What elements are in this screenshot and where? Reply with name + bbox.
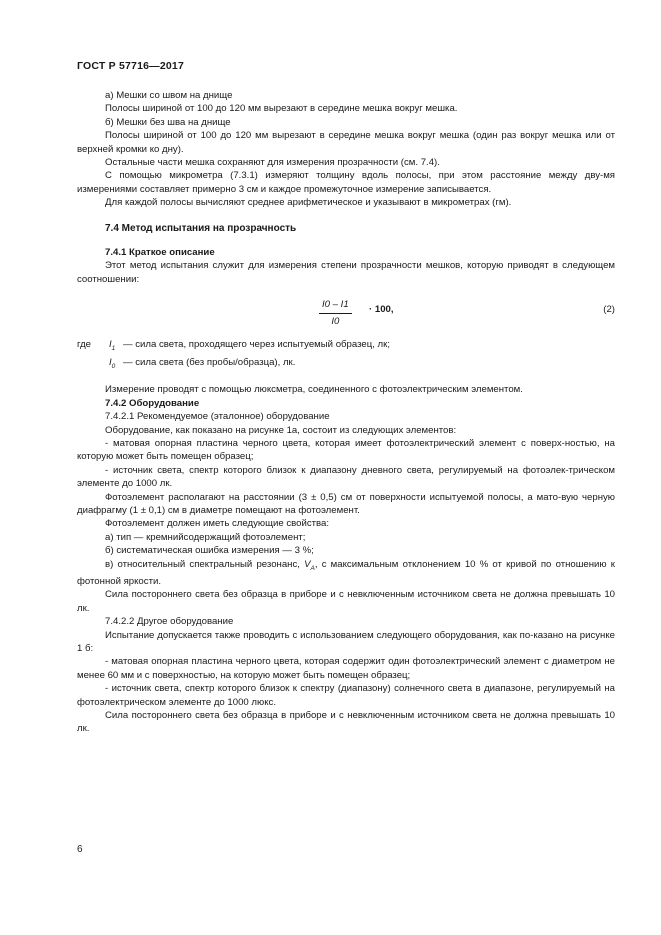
paragraph: Испытание допускается также проводить с использованием следующего оборудования, как по-казано на рисунке 1 б: <box>77 629 615 654</box>
formula-fraction <box>319 298 352 328</box>
list-item: - источник света, спектр которого близок к диапазону дневного света, регулируемый на фотоэлек-трическом элементе до 1000 лк. <box>77 464 615 490</box>
formula <box>77 296 615 332</box>
paragraph: Остальные части мешка сохраняют для измерения прозрачности (см. 7.4). <box>105 157 440 169</box>
paragraph: б) Мешки без шва на днище <box>105 116 231 128</box>
list-item: а) тип — кремнийсодержащий фотоэлемент; <box>105 531 306 543</box>
formula-denominator: I0 <box>331 315 340 327</box>
paragraph: Полосы шириной от 100 до 120 мм вырезают в середине мешка вокруг мешка. <box>105 103 458 115</box>
paragraph: С помощью микрометра (7.3.1) измеряют толщину вдоль полосы, при этом расстояние между дву-мя измерениями составляет примерно 3 см и каждое промежуточное измерение записывается. <box>77 170 615 195</box>
list-item: - матовая опорная пластина черного цвета, которая имеет фотоэлектрический элемент с поверх-ностью, на которую может быть помещен образец; <box>77 437 615 463</box>
paragraph: Оборудование, как показано на рисунке 1а, состоит из следующих элементов: <box>105 424 457 436</box>
symbol: $I_0$ <box>109 357 116 371</box>
list-item: б) систематическая ошибка измерения — 3 %; <box>105 545 314 557</box>
subsection-heading: 7.4.1 Краткое описание <box>105 247 215 259</box>
standard-header: ГОСТ Р 57716—2017 <box>77 60 185 72</box>
symbol-description: — сила света (без пробы/образца), лк. <box>123 357 296 369</box>
symbol-description: — сила света, проходящего через испытуемый образец, лк; <box>123 339 390 351</box>
list-item: в) относительный спектральный резонанс, $V_A$, с максимальным отклонением 10 % от кривой по отношению к фотонной яркости. <box>77 558 615 587</box>
formula-multiplier: · 100, <box>369 304 394 316</box>
paragraph: Полосы шириной от 100 до 120 мм вырезают в середине мешка вокруг мешка (один раз вокруг мешка или от верхней кромки ко дну). <box>77 130 615 155</box>
paragraph: Фотоэлемент должен иметь следующие свойства: <box>105 518 330 530</box>
paragraph: 7.4.2.2 Другое оборудование <box>105 616 234 628</box>
paragraph: а) Мешки со швом на днище <box>105 90 233 101</box>
paragraph: Сила постороннего света без образца в приборе и с невключенным источником света не должна превышать 10 лк. <box>77 589 615 614</box>
paragraph: Фотоэлемент располагают на расстоянии (3 ± 0,5) см от поверхности испытуемой полосы, а мато-вую черную диафрагму (1 ± 0,1) см в диаметре помещают на фотоэлемент. <box>77 491 615 516</box>
paragraph: Измерение проводят с помощью люксметра, соединенного с фотоэлектрическим элементом. <box>105 384 523 396</box>
paragraph: Для каждой полосы вычисляют среднее арифметическое и указывают в микрометрах (гм). <box>105 197 512 209</box>
symbol: $I_1$ <box>109 339 116 353</box>
formula-number: (2) <box>603 304 615 316</box>
where-line-1 <box>77 338 615 352</box>
paragraph: 7.4.2.1 Рекомендуемое (эталонное) оборудование <box>105 411 330 423</box>
formula-numerator: I0 – I1 <box>319 298 352 313</box>
list-item: - источник света, спектр которого близок к спектру (диапазону) солнечного света в диапазоне, регулируемый на фотоэлектрическом элементе до 1000 люкс. <box>77 683 615 708</box>
section-heading: 7.4 Метод испытания на прозрачность <box>105 222 297 234</box>
page-number: 6 <box>77 844 83 855</box>
where-line-2 <box>77 356 615 370</box>
where-label: где <box>77 339 92 351</box>
paragraph: Сила постороннего света без образца в приборе и с невключенным источником света не должна превышать 10 лк. <box>77 709 615 735</box>
document-body <box>77 89 615 736</box>
paragraph: Этот метод испытания служит для измерения степени прозрачности мешков, которую приводят в следующем соотношении: <box>77 260 615 285</box>
subsection-heading: 7.4.2 Оборудование <box>105 397 200 409</box>
list-item: - матовая опорная пластина черного цвета, которая содержит один фотоэлектрический элемент с диаметром не менее 60 мм и с поверхностью, на которую может быть помещен образец; <box>77 656 615 681</box>
